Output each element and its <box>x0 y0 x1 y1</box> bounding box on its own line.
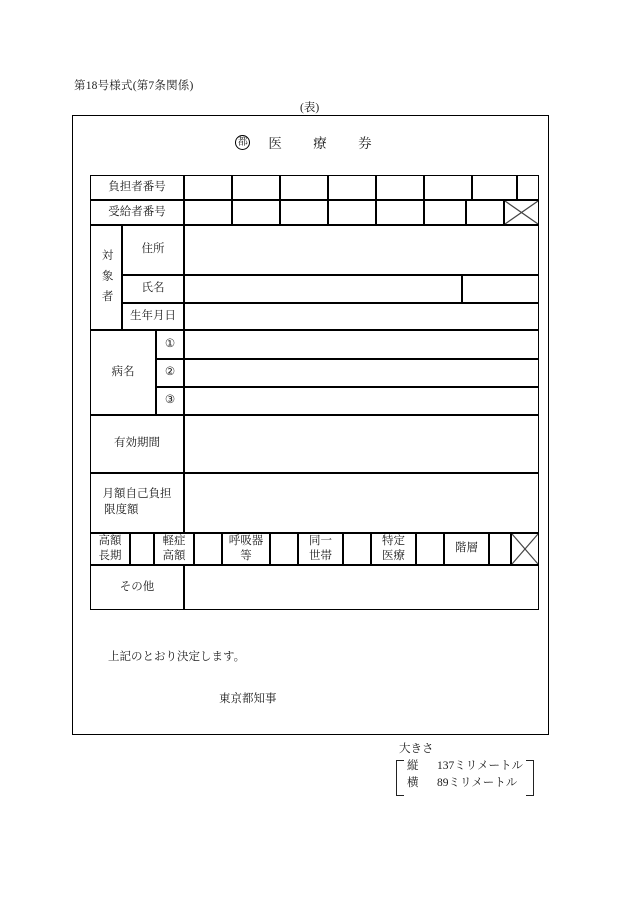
check-label-line1: 軽症 <box>162 534 186 547</box>
recipient-number-cell[interactable] <box>424 200 466 225</box>
cross-out-icon <box>512 534 538 564</box>
check-label-line2: 高額 <box>162 550 186 562</box>
check-box-kougaku-chouki[interactable] <box>130 533 154 565</box>
page-title <box>72 132 549 152</box>
monthly-limit-label <box>90 473 184 533</box>
issuer-name: 東京都知事 <box>219 693 277 705</box>
check-label-line2: 長期 <box>98 550 122 562</box>
check-item-keishou-kougaku <box>154 533 194 565</box>
subject-group-label: 対象者 <box>90 225 122 330</box>
valid-period-label: 有効期間 <box>90 415 184 473</box>
recipient-number-cell[interactable] <box>232 200 280 225</box>
check-label-line1: 呼吸器 <box>228 534 264 547</box>
payer-number-cell[interactable] <box>472 175 517 200</box>
subject-name-label: 氏名 <box>122 275 184 303</box>
disease-group-label: 病名 <box>90 330 156 415</box>
check-label-line1: 特定 <box>382 534 405 547</box>
check-box-kokyuuki[interactable] <box>270 533 298 565</box>
payer-number-cell[interactable] <box>517 175 539 200</box>
check-item-kougaku-chouki <box>90 533 130 565</box>
check-label-line2: 世帯 <box>309 550 332 562</box>
side-label: (表) <box>300 102 320 114</box>
payer-number-cell[interactable] <box>184 175 232 200</box>
size-width-value: 89ミリメートル <box>437 777 518 789</box>
payer-number-cell[interactable] <box>328 175 376 200</box>
check-box-keishou-kougaku[interactable] <box>194 533 222 565</box>
payer-number-cell[interactable] <box>376 175 424 200</box>
recipient-number-label: 受給者番号 <box>90 200 184 225</box>
disease-index-3: ③ <box>156 387 184 415</box>
check-item-kaisou: 階層 <box>444 533 489 565</box>
size-width-row <box>407 775 523 792</box>
disease-value-1[interactable] <box>184 330 539 359</box>
recipient-number-cell[interactable] <box>466 200 504 225</box>
subject-address-value[interactable] <box>184 225 539 275</box>
page-title-text: 医 療 券 <box>268 136 386 151</box>
recipient-number-cell[interactable] <box>376 200 424 225</box>
check-box-douitsu-setai[interactable] <box>343 533 371 565</box>
subject-name-extra-cell[interactable] <box>462 275 539 303</box>
size-width-label: 横 <box>407 777 419 789</box>
recipient-number-cell[interactable] <box>280 200 328 225</box>
check-item-kokyuuki <box>222 533 270 565</box>
payer-number-cell[interactable] <box>280 175 328 200</box>
valid-period-value[interactable] <box>184 415 539 473</box>
voucher-table <box>90 175 539 632</box>
closing-statement: 上記のとおり決定します。 <box>108 651 246 663</box>
size-note <box>396 740 534 792</box>
circled-to-mark-icon: 都 <box>235 135 250 150</box>
monthly-limit-label-line1: 月額自己負担 <box>102 488 172 501</box>
disease-value-3[interactable] <box>184 387 539 415</box>
check-label-line2: 等 <box>240 550 252 562</box>
payer-number-cell[interactable] <box>424 175 472 200</box>
check-label-line1: 同一 <box>309 534 332 547</box>
check-item-douitsu-setai <box>298 533 343 565</box>
size-height-label: 縦 <box>407 760 419 772</box>
monthly-limit-value[interactable] <box>184 473 539 533</box>
check-row-crossed-cell <box>511 533 539 565</box>
check-box-kaisou[interactable] <box>489 533 511 565</box>
subject-address-label: 住所 <box>122 225 184 275</box>
check-label-line2: 医療 <box>382 550 405 562</box>
check-label-line1: 高額 <box>98 534 122 547</box>
cross-out-icon <box>505 201 538 224</box>
subject-birthdate-value[interactable] <box>184 303 539 330</box>
monthly-limit-label-line2: 限度額 <box>104 504 139 516</box>
form-number-label: 第18号様式(第7条関係) <box>74 80 194 92</box>
payer-number-cell[interactable] <box>232 175 280 200</box>
other-label: その他 <box>90 565 184 610</box>
subject-birthdate-label: 生年月日 <box>122 303 184 330</box>
size-note-values <box>396 758 534 792</box>
other-value[interactable] <box>184 565 539 610</box>
disease-index-2: ② <box>156 359 184 387</box>
bracket-right-icon <box>526 760 534 796</box>
disease-index-1: ① <box>156 330 184 359</box>
payer-number-label: 負担者番号 <box>90 175 184 200</box>
disease-value-2[interactable] <box>184 359 539 387</box>
check-box-tokutei-iryou[interactable] <box>416 533 444 565</box>
size-note-heading: 大きさ <box>399 743 434 755</box>
recipient-number-cell[interactable] <box>184 200 232 225</box>
recipient-number-cell[interactable] <box>328 200 376 225</box>
size-height-row <box>407 758 523 775</box>
subject-name-value[interactable] <box>184 275 462 303</box>
recipient-number-crossed-cell <box>504 200 539 225</box>
bracket-left-icon <box>396 760 404 796</box>
check-item-tokutei-iryou <box>371 533 416 565</box>
size-height-value: 137ミリメートル <box>437 760 524 772</box>
